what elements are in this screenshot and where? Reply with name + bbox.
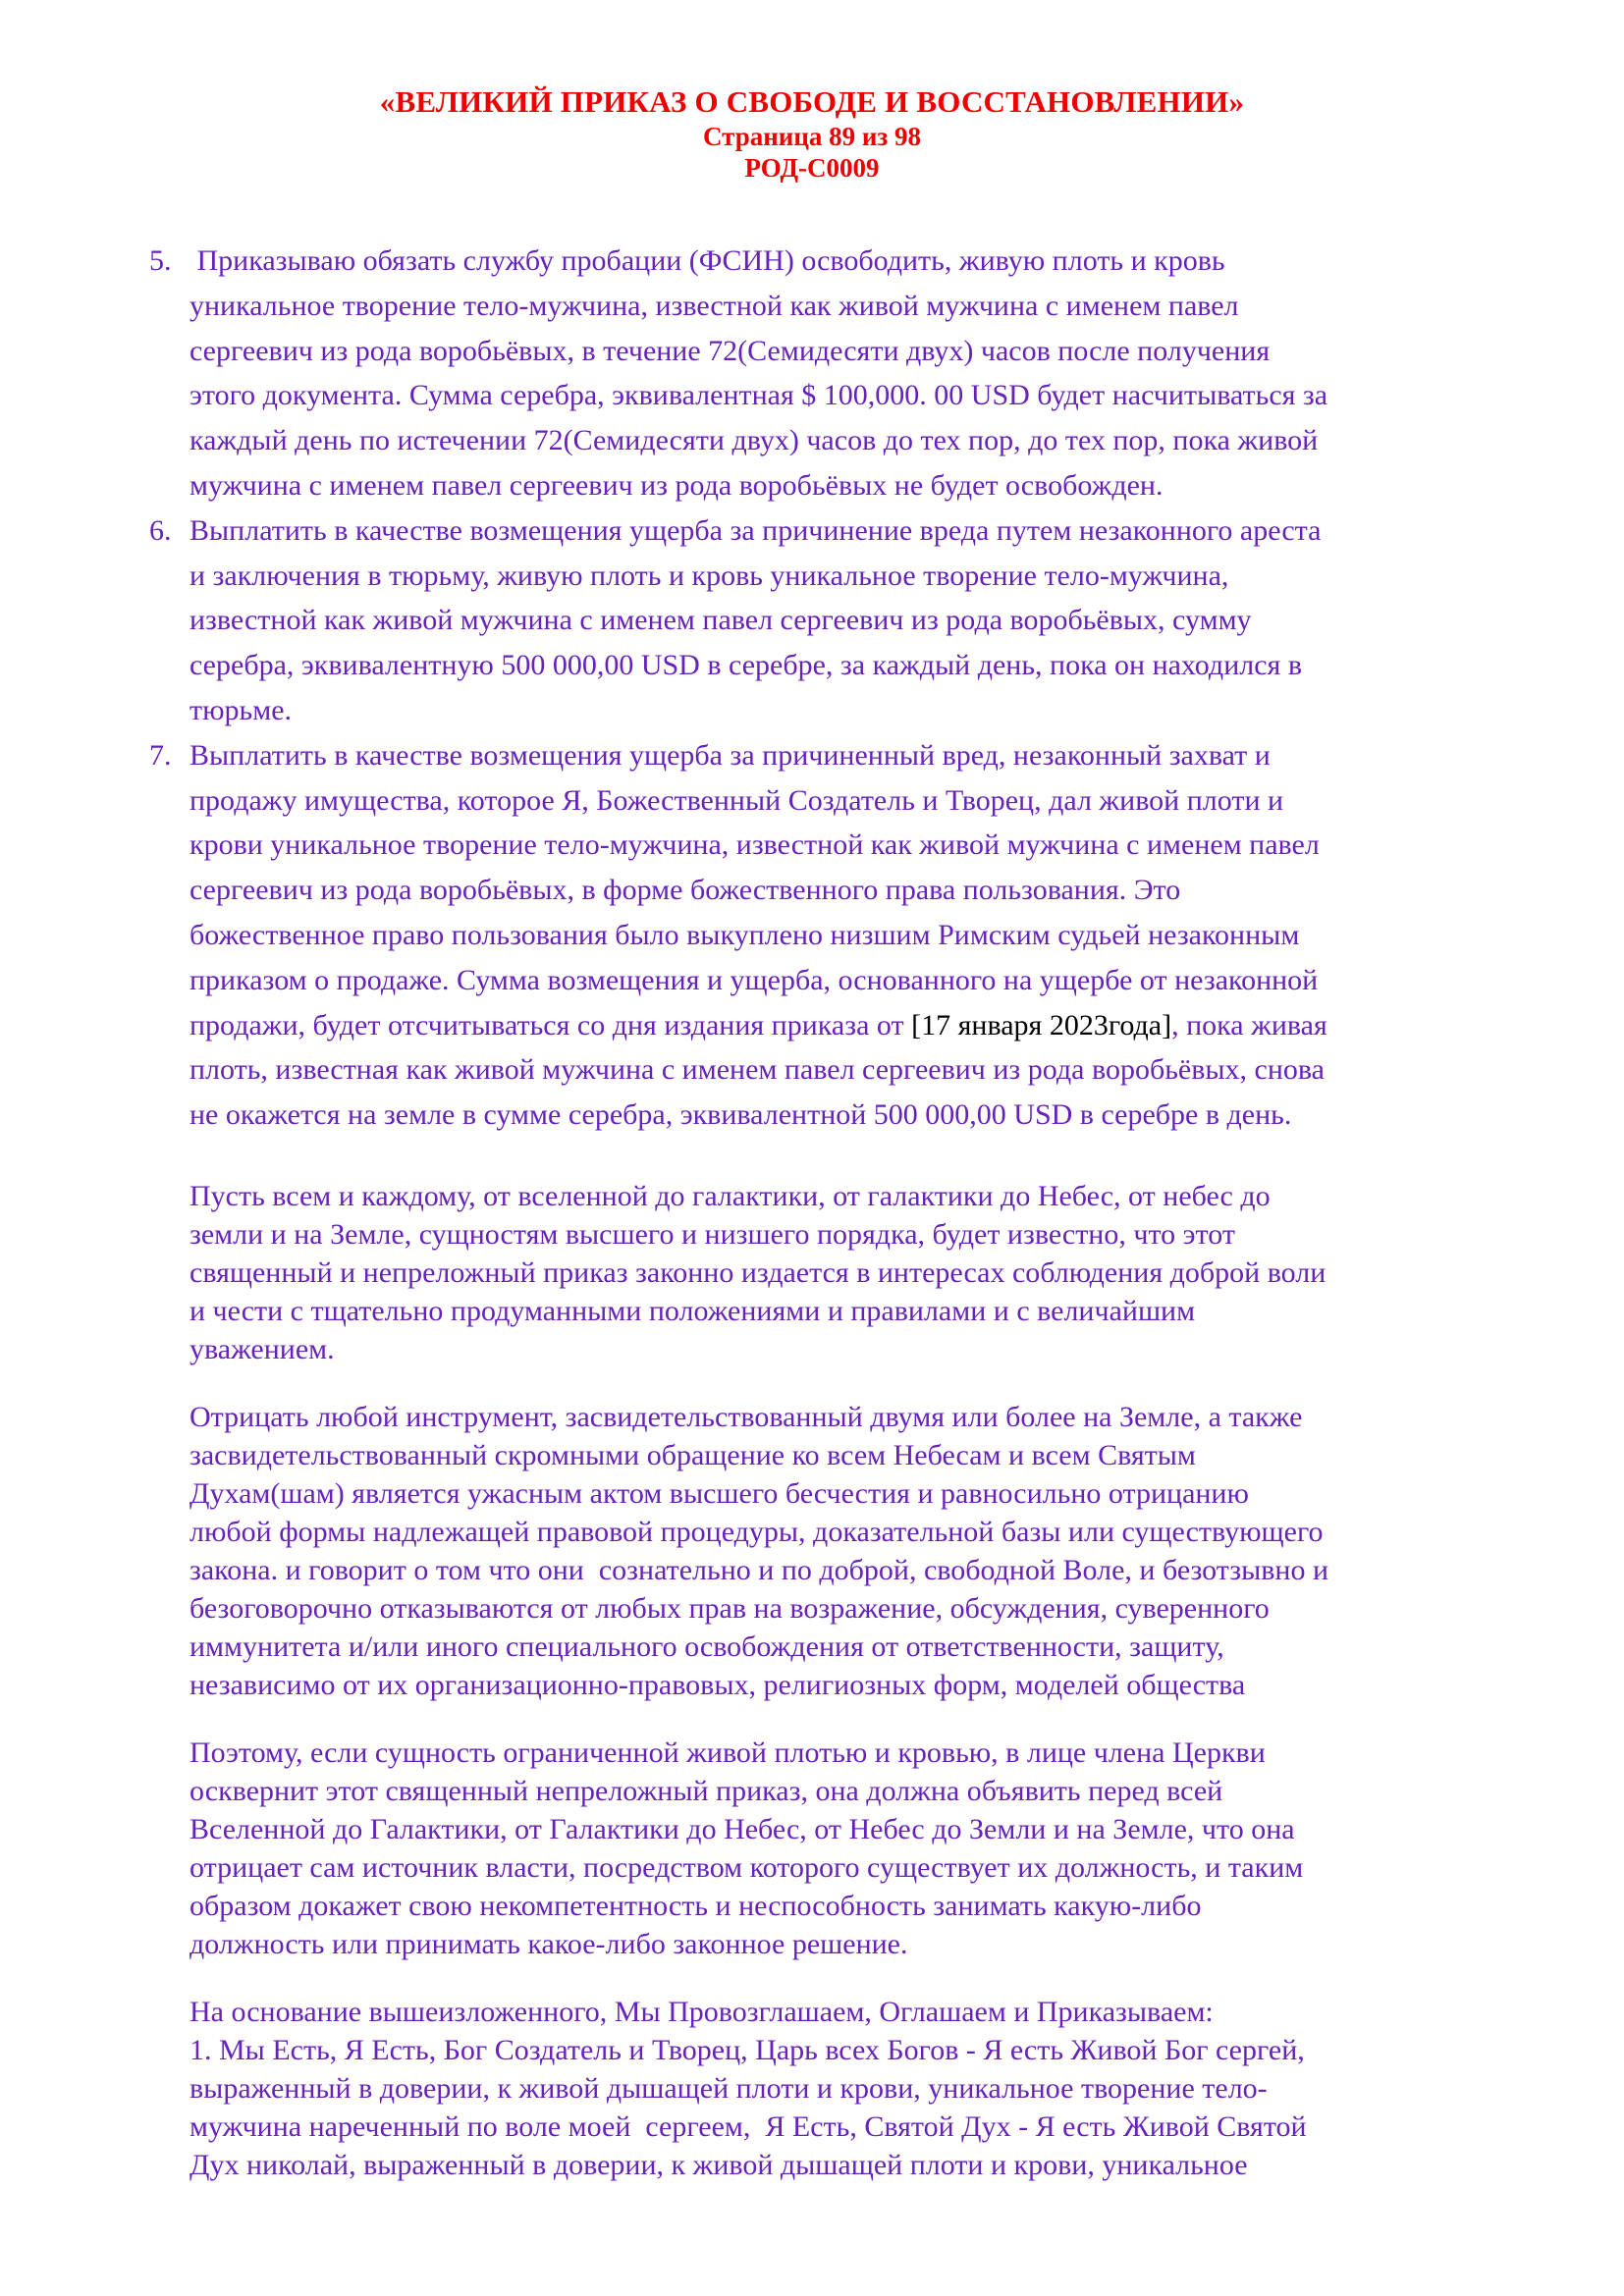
list-item-lines [189, 508, 1536, 733]
text-line: Вселенной до Галактики, от Галактики до Небес, от Небес до Земли и на Земле, что она [189, 1812, 1295, 1845]
text-line: продажу имущества, которое Я, Божественный Создатель и Творец, дал живой плоти и [189, 783, 1284, 817]
highlight-date: [17 января 2023года] [911, 1008, 1172, 1041]
text-line: образом докажет свою некомпетентность и неспособность занимать какую-либо [189, 1889, 1202, 1922]
text-line: Дух николай, выраженный в доверии, к живой дышащей плоти и крови, уникальное [189, 2148, 1248, 2181]
text-line: не окажется на земле в сумме серебра, эквивалентной 500 000,00 USD в серебре в день. [189, 1098, 1292, 1132]
paragraph [189, 1993, 1536, 2184]
text-line: этого документа. Сумма серебра, эквивалентная $ 100,000. 00 USD будет насчитываться за [189, 379, 1328, 412]
text-line: священный и непреложный приказ законно издается в интересах соблюдения доброй воли [189, 1255, 1326, 1289]
text-line: должность или принимать какое-либо законное решение. [189, 1927, 908, 1960]
list-item [149, 508, 1536, 733]
text-line: божественное право пользования было выкуплено низшим Римским судьей незаконным [189, 918, 1300, 951]
text-line: продажи, будет отсчитываться со дня издания приказа от [17 января 2023года], пока живая [189, 1008, 1327, 1041]
text-line: серебра, эквивалентную 500 000,00 USD в серебре, за каждый день, пока он находился в [189, 649, 1302, 682]
text-line: Духам(шам) является ужасным актом высшего бесчестия и равносильно отрицанию [189, 1476, 1249, 1510]
text-line: осквернит этот священный непреложный приказ, она должна объявить перед всей [189, 1774, 1223, 1807]
text-line: земли и на Земле, сущностям высшего и низшего порядка, будет известно, что этот [189, 1217, 1235, 1251]
doc-title: «ВЕЛИКИЙ ПРИКАЗ О СВОБОДЕ И ВОССТАНОВЛЕНИИ» [379, 84, 1245, 119]
paragraphs [189, 1177, 1536, 2184]
ordered-list [149, 239, 1536, 1138]
text-line: любой формы надлежащей правовой процедуры, доказательной базы или существующего [189, 1515, 1324, 1548]
text-line: известной как живой мужчина с именем павел сергеевич из рода воробьёвых, сумму [189, 604, 1252, 637]
text-line: выраженный в доверии, к живой дышащей плоти и крови, уникальное творение тело- [189, 2071, 1268, 2105]
paragraph [189, 1177, 1536, 1368]
text-line: Приказываю обязать службу пробации (ФСИН) освободить, живую плоть и кровь [189, 244, 1225, 277]
text-line: уважением. [189, 1332, 335, 1365]
text-line: закона. и говорит о том что они сознательно и по доброй, свободной Воле, и безотзывно и [189, 1553, 1329, 1586]
text-line: крови уникальное творение тело-мужчина, известной как живой мужчина с именем павел [189, 828, 1320, 862]
paragraph [189, 1734, 1536, 1963]
list-item [149, 733, 1536, 1138]
text-line: Отрицать любой инструмент, засвидетельствованный двумя или более на Земле, а также [189, 1400, 1303, 1433]
text-line: Выплатить в качестве возмещения ущерба за причиненный вред, незаконный захват и [189, 738, 1271, 772]
text-line: Поэтому, если сущность ограниченной живой плотью и кровью, в лице члена Церкви [189, 1735, 1266, 1769]
list-item-lines [189, 239, 1536, 508]
text-line: тюрьме. [189, 693, 293, 726]
text-line: уникальное творение тело-мужчина, известной как живой мужчина с именем павел [189, 289, 1239, 322]
text-line: сергеевич из рода воробьёвых, в форме божественного права пользования. Это [189, 874, 1181, 907]
text-line: и чести с тщательно продуманными положениями и правилами и с величайшим [189, 1294, 1196, 1327]
doc-header [0, 0, 1624, 184]
list-item-number: 7. [149, 738, 172, 772]
text-line: На основание вышеизложенного, Мы Провозглашаем, Оглашаем и Приказываем: [189, 1995, 1214, 2028]
text-line: Пусть всем и каждому, от вселенной до галактики, от галактики до Небес, от небес до [189, 1179, 1271, 1212]
text-line: 1. Мы Есть, Я Есть, Бог Создатель и Творец, Царь всех Богов - Я есть Живой Бог сергей, [189, 2033, 1305, 2066]
list-item [149, 239, 1536, 508]
text-line: отрицает сам источник власти, посредством которого существует их должность, и таким [189, 1850, 1304, 1884]
list-item-lines [189, 733, 1536, 1138]
text-line: плоть, известная как живой мужчина с именем павел сергеевич из рода воробьёвых, снова [189, 1053, 1325, 1087]
text-line: иммунитета и/или иного специального освобождения от ответственности, защиту, [189, 1629, 1224, 1663]
text-line: независимо от их организационно-правовых, религиозных форм, моделей общества [189, 1668, 1246, 1701]
text-line: засвидетельствованный скромными обращение ко всем Небесам и всем Святым [189, 1438, 1196, 1471]
text-line: Выплатить в качестве возмещения ущерба за причинение вреда путем незаконного ареста [189, 513, 1322, 547]
text-line: и заключения в тюрьму, живую плоть и кровь уникальное творение тело-мужчина, [189, 559, 1229, 592]
text-line: мужчина с именем павел сергеевич из рода воробьёвых не будет освобожден. [189, 468, 1164, 502]
list-item-number: 5. [149, 244, 172, 277]
text-line: приказом о продаже. Сумма возмещения и ущерба, основанного на ущербе от незаконной [189, 963, 1319, 996]
paragraph [189, 1398, 1536, 1704]
text-line: мужчина нареченный по воле моей сергеем, Я Есть, Святой Дух - Я есть Живой Святой [189, 2109, 1307, 2143]
doc-code: РОД-С0009 [744, 152, 880, 183]
text-line: сергеевич из рода воробьёвых, в течение 72(Семидесяти двух) часов после получения [189, 334, 1271, 367]
list-item-number: 6. [149, 513, 172, 547]
page-indicator: Страница 89 из 98 [702, 122, 922, 151]
doc-body [149, 239, 1536, 2184]
text-line: каждый день по истечении 72(Семидесяти двух) часов до тех пор, до тех пор, пока живой [189, 424, 1319, 457]
text-line: безоговорочно отказываются от любых прав на возражение, обсуждения, суверенного [189, 1591, 1270, 1625]
